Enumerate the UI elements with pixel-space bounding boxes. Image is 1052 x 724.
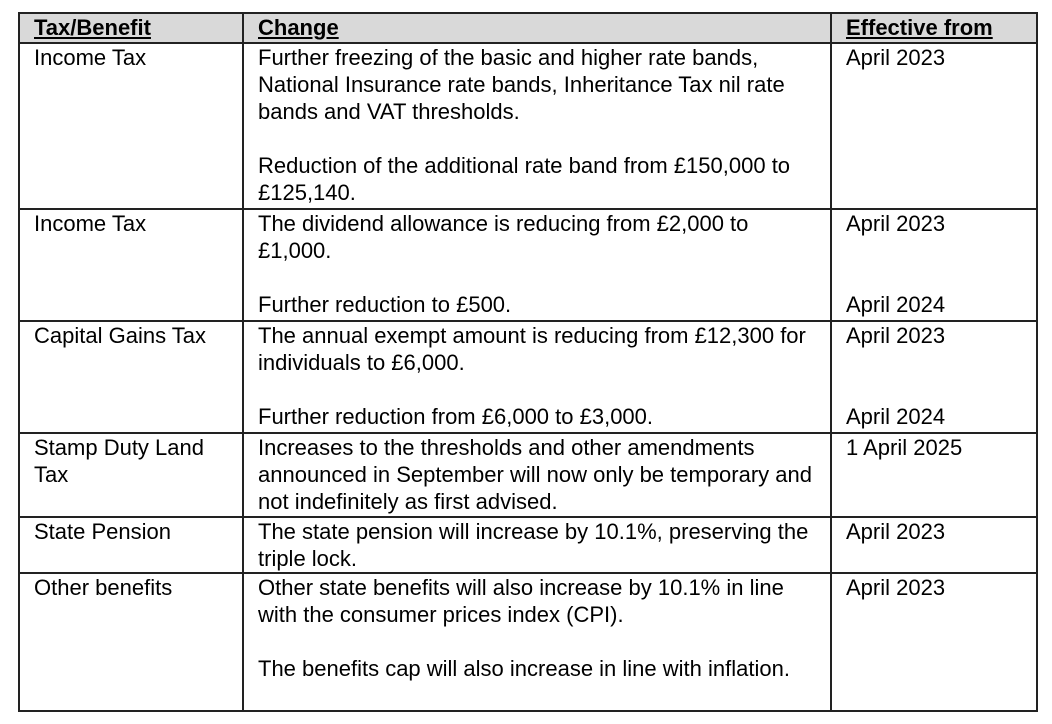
tax-benefit-cell [19, 433, 243, 517]
tax-benefit-name: State Pension [34, 519, 171, 544]
effective-date: April 2023 [846, 323, 946, 348]
header-tax-benefit: Tax/Benefit [19, 13, 243, 43]
change-cell [243, 517, 831, 573]
tax-changes-table [18, 12, 1038, 712]
tax-benefit-name: Income Tax [34, 211, 147, 236]
effective-date: April 2023 [846, 211, 946, 236]
tax-benefit-name: Stamp Duty Land Tax [34, 435, 204, 487]
effective-date: April 2024 [846, 292, 946, 317]
table-row [19, 433, 1037, 517]
table-row [19, 209, 1037, 321]
change-cell [243, 433, 831, 517]
change-text: Further reduction to £500. [258, 292, 512, 317]
header-effective-from: Effective from [831, 13, 1037, 43]
tax-benefit-name: Capital Gains Tax [34, 323, 207, 348]
change-cell [243, 321, 831, 433]
effective-cell [831, 433, 1037, 517]
effective-cell [831, 43, 1037, 209]
change-text: The state pension will increase by 10.1%, preserving the triple lock. [258, 519, 809, 571]
tax-benefit-name: Income Tax [34, 45, 147, 70]
tax-benefit-cell [19, 517, 243, 573]
effective-date: April 2024 [846, 404, 946, 429]
table-row [19, 517, 1037, 573]
tax-benefit-cell [19, 573, 243, 711]
effective-cell [831, 517, 1037, 573]
header-change: Change [243, 13, 831, 43]
change-text: Increases to the thresholds and other amendments announced in September will now only be temporary and not indefinitely as first advised. [258, 435, 812, 514]
effective-date: April 2023 [846, 45, 946, 70]
effective-date: April 2023 [846, 519, 946, 544]
change-text: The benefits cap will also increase in line with inflation. [258, 656, 790, 681]
change-text: Further freezing of the basic and higher rate bands, National Insurance rate bands, Inheritance Tax nil rate bands and VAT thresholds. [258, 45, 785, 124]
change-cell [243, 209, 831, 321]
table-row [19, 573, 1037, 711]
effective-cell [831, 209, 1037, 321]
change-cell [243, 573, 831, 711]
table-row [19, 43, 1037, 209]
table-row [19, 321, 1037, 433]
table-header-row [19, 13, 1037, 43]
tax-benefit-cell [19, 321, 243, 433]
effective-cell [831, 321, 1037, 433]
change-text: Further reduction from £6,000 to £3,000. [258, 404, 654, 429]
tax-benefit-name: Other benefits [34, 575, 173, 600]
change-text: The annual exempt amount is reducing from £12,300 for individuals to £6,000. [258, 323, 806, 375]
change-text: Other state benefits will also increase by 10.1% in line with the consumer prices index (CPI). [258, 575, 784, 627]
tax-benefit-cell [19, 209, 243, 321]
effective-date: April 2023 [846, 575, 946, 600]
change-text: Reduction of the additional rate band from £150,000 to £125,140. [258, 153, 791, 205]
change-text: The dividend allowance is reducing from £2,000 to £1,000. [258, 211, 749, 263]
change-cell [243, 43, 831, 209]
effective-date: 1 April 2025 [846, 435, 963, 460]
effective-cell [831, 573, 1037, 711]
tax-benefit-cell [19, 43, 243, 209]
